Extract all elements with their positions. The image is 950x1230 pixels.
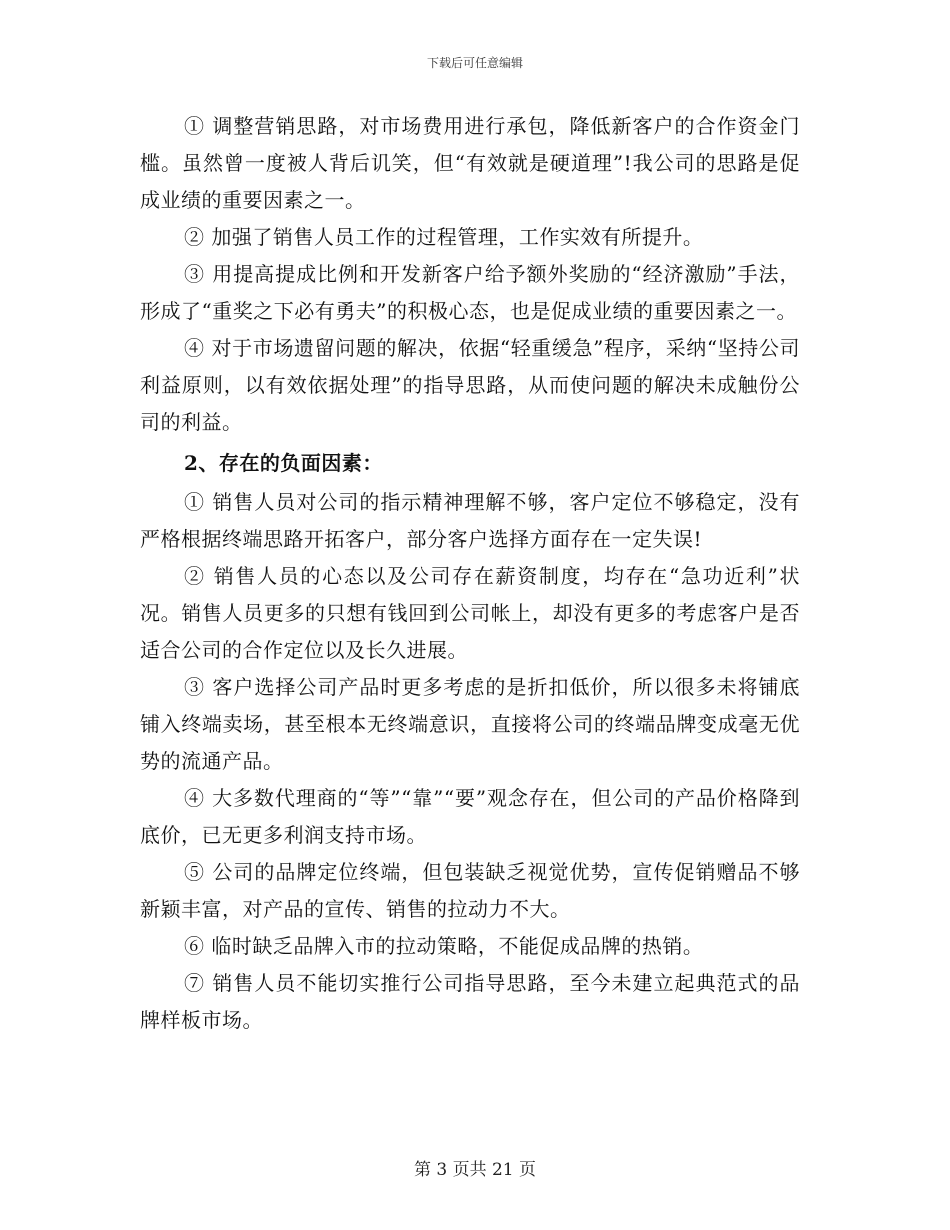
paragraph-economic-incentive: ③ 用提高提成比例和开发新客户给予额外奖励的“经济激励”手法，形成了“重奖之下必有勇夫”的积极心态，也是促成业绩的重要因素之一。: [140, 262, 800, 323]
negative-item-4: ④ 大多数代理商的“等”“靠”“要”观念存在，但公司的产品价格降到底价，已无更多利润支持市场。: [140, 786, 800, 847]
negative-item-5: ⑤ 公司的品牌定位终端，但包装缺乏视觉优势，宣传促销赠品不够新颖丰富，对产品的宣传、销售的拉动力不大。: [140, 860, 800, 921]
paragraph-adjust-strategy: ① 调整营销思路，对市场费用进行承包，降低新客户的合作资金门槛。虽然曾一度被人背后讥笑，但“有效就是硬道理”!我公司的思路是促成业绩的重要因素之一。: [140, 114, 800, 212]
document-body: [140, 108, 800, 1039]
page-footer: 第 3 页共 21 页: [413, 1160, 537, 1180]
negative-item-7: ⑦ 销售人员不能切实推行公司指导思路，至今未建立起典范式的品牌样板市场。: [140, 971, 800, 1032]
negative-item-6: ⑥ 临时缺乏品牌入市的拉动策略，不能促成品牌的热销。: [184, 934, 704, 958]
page-header: 下载后可任意编辑: [426, 56, 523, 70]
negative-item-3: ③ 客户选择公司产品时更多考虑的是折扣低价，所以很多未将铺底铺入终端卖场，甚至根本无终端意识，直接将公司的终端品牌变成毫无优势的流通产品。: [140, 675, 800, 773]
paragraph-legacy-issues: ④ 对于市场遗留问题的解决，依据“轻重缓急”程序，采纳“坚持公司利益原则，以有效依据处理”的指导思路，从而使问题的解决未成触份公司的利益。: [140, 336, 800, 434]
section-heading-negative-factors: 2、存在的负面因素：: [184, 451, 383, 475]
negative-item-2: ② 销售人员的心态以及公司存在薪资制度，均存在“急功近利”状况。销售人员更多的只想有钱回到公司帐上，却没有更多的考虑客户是否适合公司的合作定位以及长久进展。: [140, 564, 800, 662]
negative-item-1: ① 销售人员对公司的指示精神理解不够，客户定位不够稳定，没有严格根据终端思路开拓客户，部分客户选择方面存在一定失误!: [140, 490, 800, 551]
paragraph-process-management: ② 加强了销售人员工作的过程管理，工作实效有所提升。: [184, 225, 704, 249]
